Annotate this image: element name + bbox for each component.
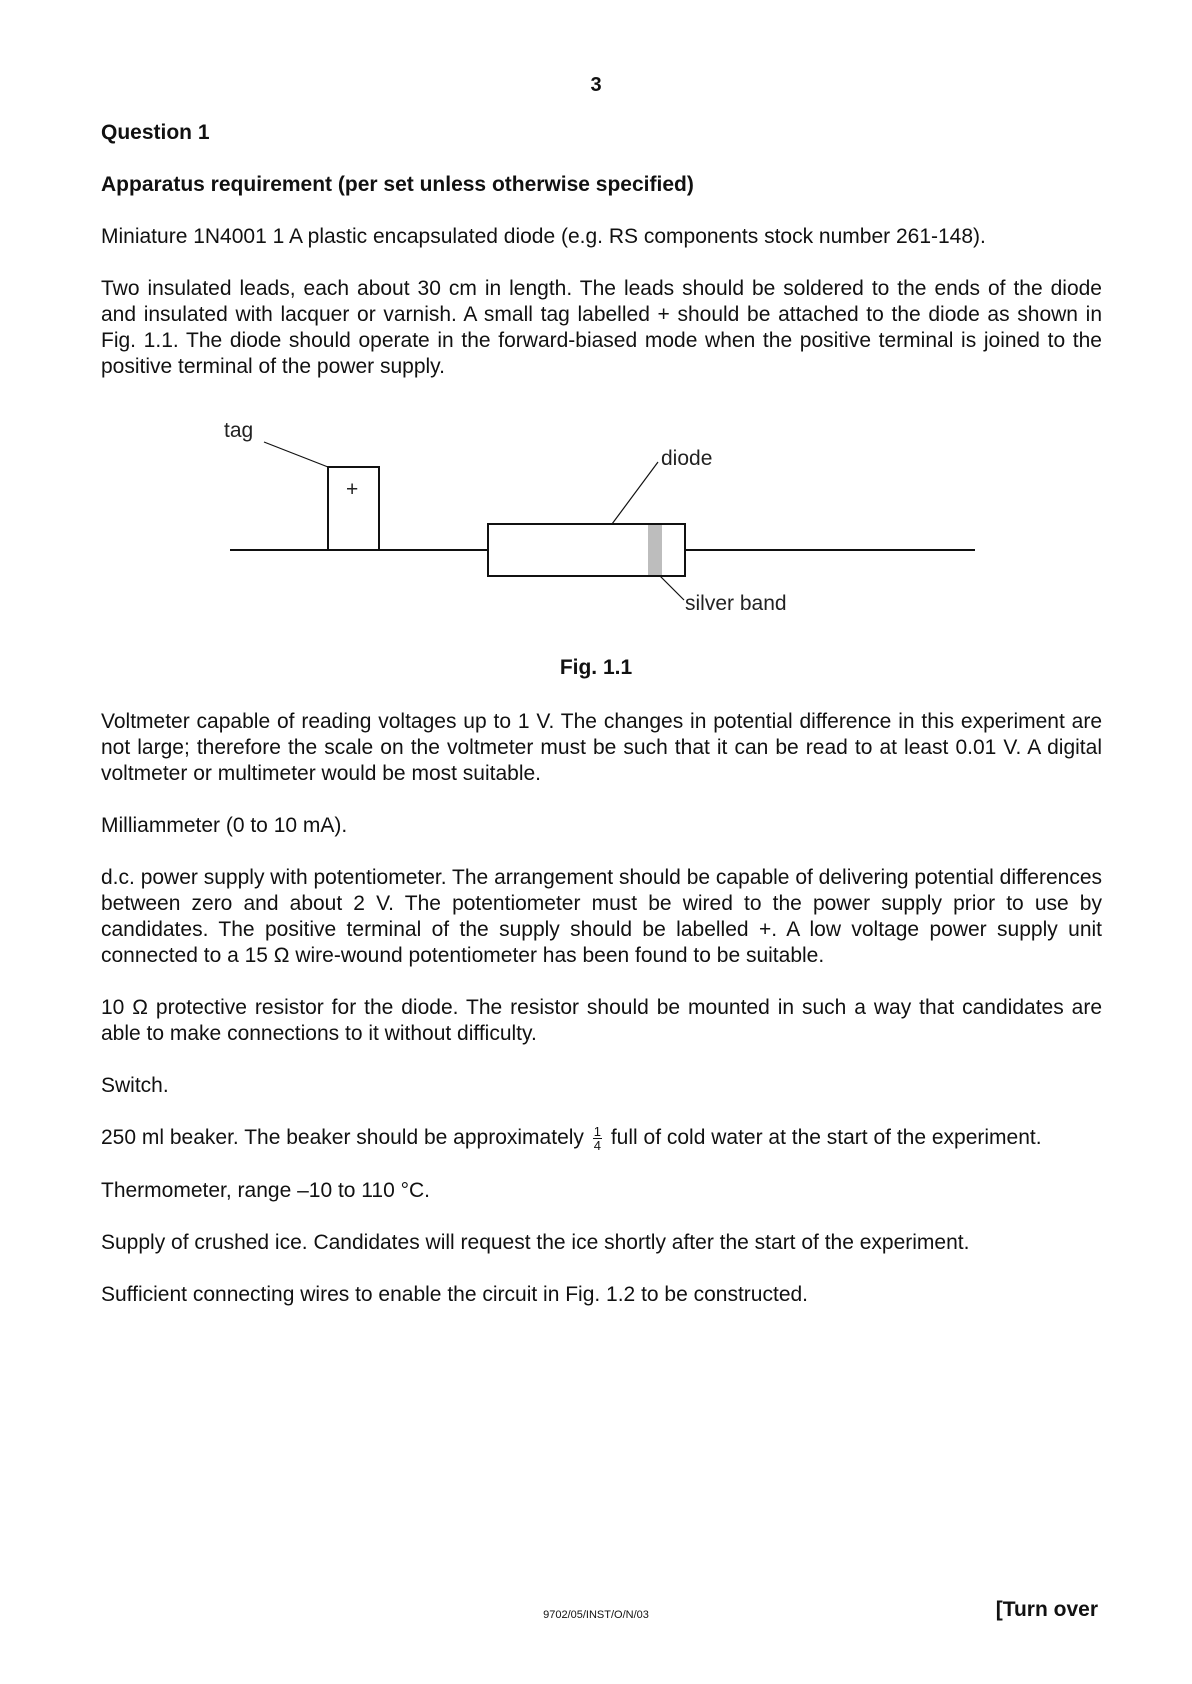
beaker-text-before: 250 ml beaker. The beaker should be approximately bbox=[101, 1126, 584, 1150]
para-voltmeter: Voltmeter capable of reading voltages up to 1 V. The changes in potential difference in this experiment are not large; therefore the scale on the voltmeter must be such that it can be read to at least 0.01 V. A digital voltmeter or multimeter would be most suitable. bbox=[101, 710, 1102, 785]
diode-figure bbox=[200, 415, 1000, 635]
tag-leader-line bbox=[264, 442, 328, 467]
para-diode: Miniature 1N4001 1 A plastic encapsulated diode (e.g. RS components stock number 261-148). bbox=[101, 225, 986, 248]
fraction-denominator: 4 bbox=[593, 1138, 601, 1153]
plus-label: + bbox=[346, 478, 359, 501]
apparatus-heading: Apparatus requirement (per set unless otherwise specified) bbox=[101, 173, 694, 196]
question-title: Question 1 bbox=[101, 121, 210, 144]
para-switch: Switch. bbox=[101, 1074, 169, 1097]
diode-label: diode bbox=[661, 447, 713, 470]
para-leads: Two insulated leads, each about 30 cm in length. The leads should be soldered to the ends of the diode and insulated with lacquer or varnish. A small tag labelled + should be attached to the diode as shown in Fig. 1.1. The diode should operate in the forward-biased mode when the positive terminal is joined to the positive terminal of the power supply. bbox=[101, 277, 1102, 378]
band-leader-line bbox=[660, 576, 684, 600]
para-thermometer: Thermometer, range –10 to 110 °C. bbox=[101, 1179, 431, 1202]
page-number: 3 bbox=[590, 74, 602, 96]
diode-leader-line bbox=[612, 462, 658, 524]
tag-label: tag bbox=[224, 419, 254, 442]
footer-code: 9702/05/INST/O/N/03 bbox=[543, 1609, 649, 1621]
para-beaker bbox=[101, 1125, 1102, 1152]
para-resistor: 10 Ω protective resistor for the diode. The resistor should be mounted in such a way that candidates are able to make connections to it without difficulty. bbox=[101, 996, 1102, 1045]
fraction-numerator: 1 bbox=[593, 1124, 601, 1139]
para-wires: Sufficient connecting wires to enable the circuit in Fig. 1.2 to be constructed. bbox=[101, 1283, 809, 1306]
silver-band bbox=[648, 525, 662, 575]
lower-text bbox=[101, 709, 1102, 1308]
para-ice: Supply of crushed ice. Candidates will request the ice shortly after the start of the experiment. bbox=[101, 1231, 970, 1254]
para-power-supply: d.c. power supply with potentiometer. The arrangement should be capable of delivering potential differences between zero and about 2 V. The potentiometer must be wired to the power supply prior to use by candidates. The positive terminal of the supply should be labelled +. A low voltage power supply unit connected to a 15 Ω wire-wound potentiometer has been found to be suitable. bbox=[101, 866, 1102, 967]
diode-diagram bbox=[200, 415, 1000, 635]
silver-band-label: silver band bbox=[685, 592, 787, 615]
quarter-fraction bbox=[593, 1125, 602, 1152]
turn-over: [Turn over bbox=[995, 1598, 1098, 1621]
upper-text bbox=[101, 120, 1102, 380]
beaker-text-after: full of cold water at the start of the experiment. bbox=[610, 1126, 1042, 1150]
figure-caption: Fig. 1.1 bbox=[559, 656, 633, 679]
para-milliammeter: Milliammeter (0 to 10 mA). bbox=[101, 814, 348, 837]
